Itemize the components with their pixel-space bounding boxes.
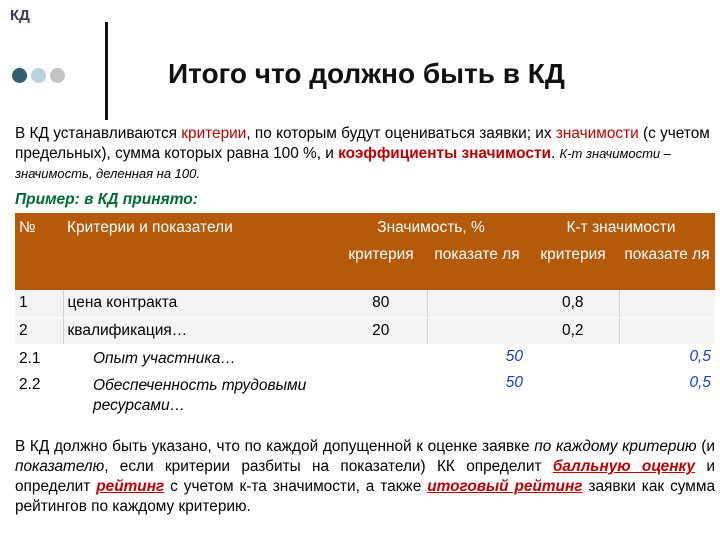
footer-text-6: заявки как сумма рейтингов по каждому критерию.	[15, 478, 716, 515]
decorative-dots	[12, 68, 65, 83]
row-num: 2.1	[15, 344, 63, 373]
row-num: 2	[15, 317, 63, 344]
row-num: 1	[15, 290, 63, 317]
footer-score: балльную оценку	[552, 458, 696, 475]
header-sig-indicator: показате ля	[427, 243, 527, 290]
row-sig-indicator: 50	[427, 344, 527, 373]
footer-per-criterion: по каждому критерию	[534, 438, 697, 455]
intro-coefficients: коэффициенты значимости	[338, 145, 551, 162]
row-sig-indicator	[427, 317, 527, 344]
footer-indicator: показателю	[15, 458, 105, 475]
table-row	[15, 317, 715, 344]
footer-text-4: и определит	[15, 458, 716, 495]
corner-tag: КД	[10, 7, 30, 24]
header-sig-criterion: критерия	[335, 243, 427, 290]
example-label: Пример: в КД принято:	[15, 191, 198, 208]
header-criteria: Критерии и показатели	[63, 213, 335, 290]
dot-gray	[50, 68, 65, 83]
table-row	[15, 344, 715, 373]
row-sig-criterion	[335, 344, 427, 373]
table-row	[15, 290, 715, 317]
header-coef-criterion: критерия	[527, 243, 619, 290]
row-name: Опыт участника…	[63, 344, 335, 373]
footer-total-rating: итоговый рейтинг	[427, 478, 583, 495]
row-coef-indicator: 0,5	[619, 373, 715, 423]
row-name: квалификация…	[63, 317, 335, 344]
row-sig-indicator: 50	[427, 373, 527, 423]
row-name: цена контракта	[63, 290, 335, 317]
row-coef-criterion: 0,2	[527, 317, 619, 344]
row-sig-criterion: 20	[335, 317, 427, 344]
header-coef-indicator: показате ля	[619, 243, 715, 290]
criteria-table	[15, 213, 715, 423]
row-coef-criterion	[527, 373, 619, 423]
intro-text-4: .	[550, 145, 560, 162]
row-num: 2.2	[15, 373, 63, 423]
intro-text-1: В КД устанавливаются	[15, 125, 182, 142]
footer-text-5: с учетом к-та значимости, а также	[164, 478, 428, 495]
header-significance: Значимость, %	[335, 213, 527, 243]
intro-paragraph	[15, 124, 715, 184]
row-coef-criterion	[527, 344, 619, 373]
row-name: Обеспеченность трудовыми ресурсами…	[63, 373, 335, 423]
intro-text-2: , по которым будут оцениваться заявки; их	[246, 125, 556, 142]
dot-light-blue	[31, 68, 46, 83]
row-sig-criterion: 80	[335, 290, 427, 317]
intro-significance: значимости	[555, 125, 639, 142]
row-coef-indicator	[619, 290, 715, 317]
row-coef-criterion: 0,8	[527, 290, 619, 317]
row-sig-indicator	[427, 290, 527, 317]
footer-text-2: (и	[696, 438, 715, 455]
footer-rating: рейтинг	[96, 478, 165, 495]
dot-dark	[12, 68, 27, 83]
title-divider	[105, 22, 108, 120]
table-row	[15, 373, 715, 423]
footer-paragraph	[15, 437, 715, 517]
footer-text-3: , если критерии разбиты на показатели) КК определит	[104, 458, 553, 475]
row-coef-indicator	[619, 317, 715, 344]
slide-title: Итого что должно быть в КД	[168, 58, 565, 89]
header-num: №	[15, 213, 63, 290]
row-coef-indicator: 0,5	[619, 344, 715, 373]
intro-criteria: критерии	[181, 125, 247, 142]
row-sig-criterion	[335, 373, 427, 423]
footer-text-1: В КД должно быть указано, что по каждой допущенной к оценке заявке	[15, 438, 535, 455]
header-coef: К-т значимости	[527, 213, 715, 243]
intro-text-3: (с учетом предельных), сумма которых равна 100 %, и	[15, 125, 710, 162]
intro-note: К-т значимости – значимость, деленная на 100.	[15, 146, 672, 181]
